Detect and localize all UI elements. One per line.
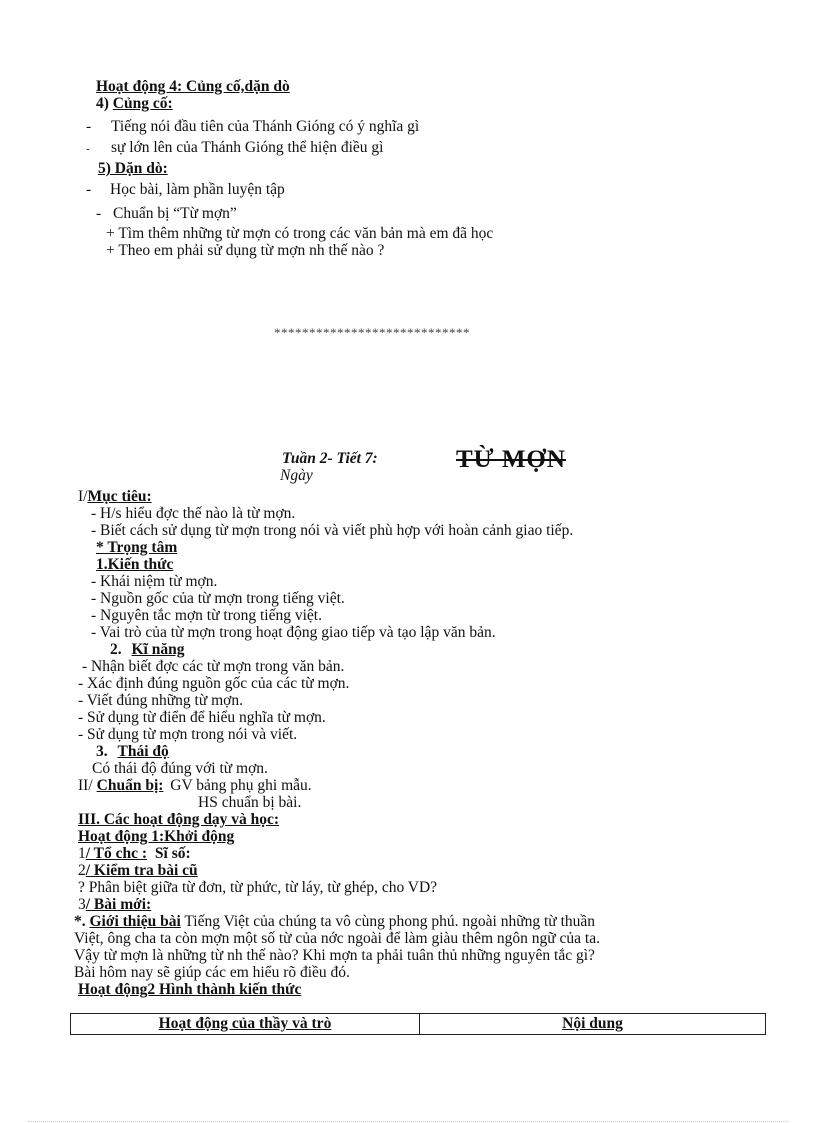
lesson-title: TỪ MỢN [456,446,566,473]
dash: - [86,118,92,135]
intro-line-3: Vậy từ mợn là những từ nh thế nào? Khi mợn ta phải tuân thủ những nguyên tắc gì? [74,947,595,964]
skill-3: - Viết đúng những từ mợn. [78,692,243,709]
dash: - [86,143,90,155]
organization-number: 1 [78,845,86,862]
intro-line-4: Bài hôm nay sẽ giúp các em hiểu rõ điều đó. [74,964,350,981]
new-lesson-label: / Bài mới: [85,896,152,913]
student-prep: HS chuẩn bị bài. [198,794,302,811]
question-2: sự lớn lên của Thánh Gióng thể hiện điều gì [111,139,384,156]
attitude-title: Thái độ [117,743,169,760]
focus-heading: * Trọng tâm [96,539,178,556]
page-bottom-rule [28,1121,788,1122]
skills-number: 2. [110,641,122,658]
lesson-date: Ngày [280,467,313,484]
knowledge-2: - Nguồn gốc của từ mợn trong tiếng việt. [91,590,345,607]
section-2-title: Chuẩn bị: [96,777,164,794]
attendance-label: Sĩ số: [154,845,191,862]
list-item-d2 [96,205,237,222]
skill-5: - Sử dụng từ mợn trong nói và viết. [78,726,298,743]
review-label: / Kiểm tra bài cũ [85,862,198,879]
attitude-number: 3. [96,743,108,760]
section-1-number: I/ [78,488,88,505]
intro-line-1 [74,913,595,930]
skills-title: Kĩ năng [131,641,185,658]
cungco-number: 4) [96,95,109,112]
dash: - [86,181,92,198]
separator: **************************** [274,325,470,340]
skill-1: - Nhận biết đợc các từ mợn trong văn bản. [82,658,345,675]
dash: - [96,205,102,222]
activity-4-title: Hoạt động 4: Củng cố,dặn dò [96,78,290,95]
attitude-1: Có thái độ đúng với từ mợn. [92,760,268,777]
dando-1: Học bài, làm phần luyện tập [110,181,285,198]
section-2-heading [78,777,312,794]
lesson-header: Tuần 2- Tiết 7: [282,450,378,467]
activity-1-title: Hoạt động 1:Khởi động [78,828,235,845]
objective-2: - Biết cách sử dụng từ mợn trong nói và viết phù hợp với hoàn cảnh giao tiếp. [91,522,574,539]
knowledge-3: - Nguyên tắc mợn từ trong tiếng việt. [91,607,322,624]
intro-label: Giới thiệu bài [89,913,181,930]
review-number: 2 [78,862,86,879]
knowledge-4: - Vai trò của từ mợn trong hoạt động giao tiếp và tạo lập văn bản. [91,624,496,641]
cungco-label: Củng cố: [112,95,173,112]
table-header-row [71,1014,766,1035]
dando-2: Chuẩn bị “Từ mợn” [113,205,237,222]
teacher-prep: GV bảng phụ ghi mẫu. [170,777,312,794]
activity-2-title: Hoạt động2 Hình thành kiến thức [78,981,302,998]
section-1-title: Mục tiêu: [87,488,152,505]
list-item-d1 [86,181,285,198]
dando-heading: 5) Dặn dò: [98,160,168,177]
table-header-activities: Hoạt động của thầy và trò [71,1014,420,1035]
section-3-title: III. Các hoạt động dạy và học: [78,811,280,828]
organization-label: / Tổ chc : [85,845,148,862]
skills-heading [110,641,184,658]
list-item-q2 [86,139,384,158]
organization-line [78,845,191,862]
intro-star: *. [74,913,86,930]
question-1: Tiếng nói đầu tiên của Thánh Gióng có ý nghĩa gì [111,118,420,135]
table-header-content: Nội dung [420,1014,766,1035]
activity-table [70,1013,766,1035]
knowledge-heading: 1.Kiến thức [96,556,174,573]
skill-2: - Xác định đúng nguồn gốc của các từ mợn. [78,675,350,692]
review-question: ? Phân biệt giữa từ đơn, từ phức, từ láy, từ ghép, cho VD? [78,879,438,896]
new-lesson-heading [78,896,151,913]
objective-1: - H/s hiểu đợc thế nào là từ mợn. [91,505,296,522]
dando-3: + Tìm thêm những từ mợn có trong các văn bản mà em đã học [106,225,494,242]
intro-text-1: Tiếng Việt của chúng ta vô cùng phong phú. ngoài những từ thuần [180,913,596,930]
list-item-q1 [86,118,420,135]
attitude-heading [96,743,169,760]
intro-line-2: Việt, ông cha ta còn mợn một số từ của nớc ngoài để làm giàu thêm ngôn ngữ của ta. [74,930,600,947]
dando-4: + Theo em phải sử dụng từ mợn nh thế nào ? [106,242,385,259]
section-2-number: II/ [78,777,93,794]
review-heading [78,862,198,879]
skill-4: - Sử dụng từ điển để hiểu nghĩa từ mợn. [78,709,326,726]
knowledge-1: - Khái niệm từ mợn. [91,573,218,590]
new-lesson-number: 3 [78,896,86,913]
cungco-heading [96,95,173,112]
section-1-heading [78,488,152,505]
